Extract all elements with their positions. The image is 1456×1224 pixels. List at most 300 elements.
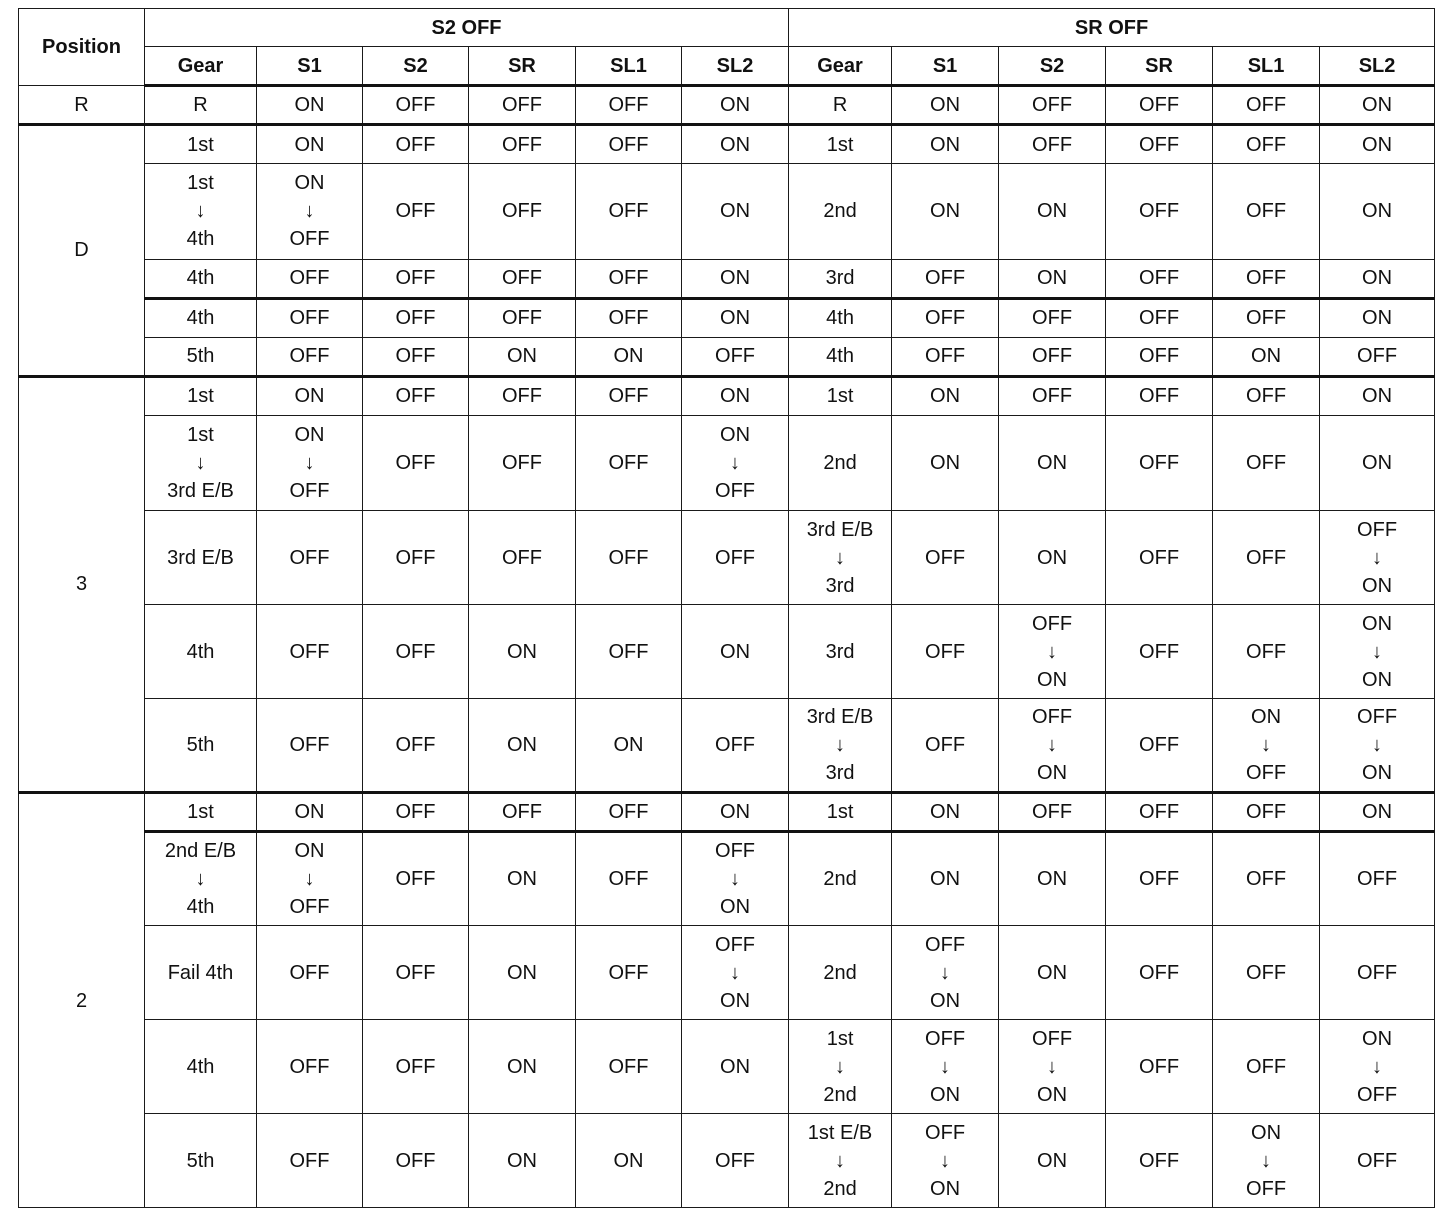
s2-off-group-header: S2 OFF xyxy=(145,9,789,47)
column-header: SR xyxy=(469,47,576,86)
table-cell xyxy=(257,86,363,125)
table-cell xyxy=(682,699,789,793)
table-cell xyxy=(999,125,1106,164)
cell-text: OFF xyxy=(1139,961,1180,984)
cell-text: R xyxy=(193,94,208,116)
cell-text: ON xyxy=(294,94,325,116)
table-cell xyxy=(892,605,999,699)
table-cell xyxy=(363,376,469,415)
cell-text: ON xyxy=(294,840,325,862)
table-cell xyxy=(469,1020,576,1114)
cell-text: OFF xyxy=(925,345,966,367)
cell-text: 3rd E/B xyxy=(167,546,234,569)
table-cell xyxy=(999,376,1106,415)
cell-text: OFF xyxy=(1246,546,1287,569)
cell-text: OFF xyxy=(395,307,436,329)
cell-text: OFF xyxy=(395,200,436,223)
cell-text: OFF xyxy=(289,640,330,663)
arrow-down-icon: ↓ xyxy=(940,961,951,984)
cell-text: 1st xyxy=(187,172,214,195)
table-cell xyxy=(576,511,682,605)
table-cell xyxy=(576,298,682,337)
cell-text: OFF xyxy=(1139,307,1180,329)
table-cell xyxy=(1213,337,1320,376)
cell-text: ON xyxy=(930,868,961,890)
table-cell xyxy=(1106,926,1213,1020)
cell-text: OFF xyxy=(395,385,436,407)
table-cell xyxy=(469,337,576,376)
cell-text: ON xyxy=(1362,574,1393,597)
table-cell xyxy=(892,86,999,125)
position-cell: D xyxy=(19,125,145,377)
cell-text: OFF xyxy=(1032,307,1073,329)
table-cell xyxy=(682,376,789,415)
cell-text: R xyxy=(832,94,848,116)
cell-text: 2nd xyxy=(823,961,857,984)
arrow-down-icon: ↓ xyxy=(1047,1055,1058,1078)
cell-text: OFF xyxy=(289,734,330,756)
table-cell xyxy=(145,699,257,793)
cell-text: OFF xyxy=(395,734,436,756)
table-cell xyxy=(1320,926,1435,1020)
table-cell xyxy=(1106,164,1213,260)
cell-text: OFF xyxy=(1139,385,1180,407)
arrow-down-icon: ↓ xyxy=(940,1149,951,1172)
cell-text: ON xyxy=(1362,1027,1393,1050)
table-cell xyxy=(363,605,469,699)
position-cell: 2 xyxy=(19,793,145,1208)
cell-text: ON xyxy=(1037,668,1068,691)
table-row xyxy=(19,376,1435,415)
table-cell xyxy=(892,1114,999,1208)
cell-text: OFF xyxy=(1032,706,1073,728)
table-cell xyxy=(892,793,999,832)
table-cell xyxy=(999,926,1106,1020)
table-cell xyxy=(145,415,257,511)
table-cell xyxy=(999,164,1106,260)
table-cell xyxy=(469,511,576,605)
cell-text: OFF xyxy=(1246,868,1287,890)
table-cell xyxy=(145,1020,257,1114)
table-cell xyxy=(789,298,892,337)
table-cell xyxy=(682,164,789,260)
table-row xyxy=(19,125,1435,164)
table-cell xyxy=(999,1020,1106,1114)
cell-text: OFF xyxy=(502,133,542,156)
cell-text: OFF xyxy=(395,801,436,823)
cell-text: OFF xyxy=(715,479,756,502)
cell-text: ON xyxy=(507,345,537,367)
cell-text: OFF xyxy=(1032,385,1073,407)
table-cell xyxy=(257,259,363,298)
table-cell xyxy=(789,699,892,793)
table-row xyxy=(19,699,1435,793)
column-header: S2 xyxy=(999,47,1106,86)
cell-text: OFF xyxy=(502,801,542,823)
cell-text: 3rd E/B xyxy=(806,706,874,728)
cell-text: 1st xyxy=(826,385,854,407)
table-cell xyxy=(1213,511,1320,605)
cell-text: OFF xyxy=(395,1149,436,1172)
cell-text: OFF xyxy=(1139,868,1180,890)
table-cell xyxy=(363,259,469,298)
table-cell xyxy=(363,164,469,260)
arrow-down-icon: ↓ xyxy=(304,200,315,223)
cell-text: ON xyxy=(1362,762,1393,784)
cell-text: ON xyxy=(930,989,961,1012)
table-cell xyxy=(257,793,363,832)
cell-text: OFF xyxy=(289,345,330,367)
table-cell xyxy=(257,298,363,337)
cell-text: OFF xyxy=(608,307,649,329)
table-cell xyxy=(1106,86,1213,125)
column-header: S2 xyxy=(363,47,469,86)
cell-text: OFF xyxy=(1357,706,1398,728)
cell-text: OFF xyxy=(1032,612,1073,635)
cell-text: ON xyxy=(720,801,751,823)
position-header: Position xyxy=(19,9,145,86)
table-cell xyxy=(789,605,892,699)
table-cell xyxy=(682,415,789,511)
cell-text: OFF xyxy=(1357,1083,1398,1106)
cell-text: ON xyxy=(1037,1083,1068,1106)
cell-text: 5th xyxy=(186,1149,215,1172)
table-cell xyxy=(999,699,1106,793)
cell-text: OFF xyxy=(608,546,649,569)
cell-text: ON xyxy=(1362,200,1393,223)
table-cell xyxy=(576,125,682,164)
cell-text: OFF xyxy=(925,734,966,756)
table-cell xyxy=(257,832,363,926)
table-row xyxy=(19,164,1435,260)
cell-text: OFF xyxy=(502,200,542,223)
table-cell xyxy=(1213,415,1320,511)
cell-text: OFF xyxy=(1246,133,1287,156)
cell-text: OFF xyxy=(925,1027,966,1050)
arrow-down-icon: ↓ xyxy=(195,868,206,890)
cell-text: OFF xyxy=(1357,1149,1398,1172)
table-cell xyxy=(1213,832,1320,926)
table-cell xyxy=(999,298,1106,337)
table-cell xyxy=(257,125,363,164)
cell-text: OFF xyxy=(1139,345,1180,367)
table-cell xyxy=(145,298,257,337)
cell-text: ON xyxy=(720,989,751,1012)
table-cell xyxy=(1320,793,1435,832)
cell-text: OFF xyxy=(925,546,966,569)
cell-text: OFF xyxy=(925,307,966,329)
table-cell xyxy=(1213,605,1320,699)
table-cell xyxy=(469,415,576,511)
arrow-down-icon: ↓ xyxy=(730,451,741,474)
table-cell xyxy=(145,164,257,260)
table-cell xyxy=(469,1114,576,1208)
cell-text: 3rd xyxy=(825,640,855,663)
cell-text: ON xyxy=(1037,546,1068,569)
table-cell xyxy=(363,1020,469,1114)
table-cell xyxy=(1106,1020,1213,1114)
cell-text: OFF xyxy=(715,933,756,956)
table-cell xyxy=(789,164,892,260)
cell-text: ON xyxy=(720,267,751,289)
table-cell xyxy=(363,926,469,1020)
table-cell xyxy=(999,605,1106,699)
cell-text: ON xyxy=(613,1149,644,1172)
cell-text: ON xyxy=(1037,200,1068,223)
table-cell xyxy=(999,832,1106,926)
table-cell xyxy=(999,415,1106,511)
table-cell xyxy=(1213,793,1320,832)
cell-text: 4th xyxy=(826,345,854,367)
table-cell xyxy=(469,259,576,298)
cell-text: OFF xyxy=(289,1055,330,1078)
cell-text: 2nd xyxy=(823,200,857,223)
cell-text: OFF xyxy=(1357,961,1398,984)
cell-text: 2nd E/B xyxy=(164,840,237,862)
table-row xyxy=(19,86,1435,125)
cell-text: 2nd xyxy=(823,451,857,474)
cell-text: OFF xyxy=(1246,640,1287,663)
cell-text: OFF xyxy=(1139,546,1180,569)
cell-text: OFF xyxy=(608,133,649,156)
cell-text: OFF xyxy=(1139,267,1180,289)
table-cell xyxy=(1106,337,1213,376)
table-cell xyxy=(576,164,682,260)
cell-text: OFF xyxy=(1032,94,1073,116)
cell-text: ON xyxy=(613,734,644,756)
cell-text: OFF xyxy=(1139,734,1180,756)
table-cell xyxy=(1106,415,1213,511)
table-cell xyxy=(1213,259,1320,298)
cell-text: ON xyxy=(1037,868,1068,890)
cell-text: 1st xyxy=(187,801,214,823)
column-header: Gear xyxy=(789,47,892,86)
cell-text: OFF xyxy=(1139,801,1180,823)
cell-text: ON xyxy=(720,896,751,918)
cell-text: 3rd E/B xyxy=(806,518,874,541)
table-cell xyxy=(892,832,999,926)
cell-text: OFF xyxy=(395,267,436,289)
table-cell xyxy=(682,605,789,699)
cell-text: ON xyxy=(294,801,325,823)
table-cell xyxy=(145,511,257,605)
table-cell xyxy=(789,1020,892,1114)
table-cell xyxy=(1106,1114,1213,1208)
table-row xyxy=(19,337,1435,376)
table-cell xyxy=(576,1114,682,1208)
table-cell xyxy=(469,793,576,832)
table-cell xyxy=(257,1020,363,1114)
table-cell xyxy=(1320,164,1435,260)
arrow-down-icon: ↓ xyxy=(1261,734,1272,756)
cell-text: ON xyxy=(1251,1121,1282,1144)
arrow-down-icon: ↓ xyxy=(835,734,846,756)
table-cell xyxy=(576,259,682,298)
solenoid-fail-safe-table xyxy=(18,8,1435,1208)
cell-text: OFF xyxy=(502,94,542,116)
cell-text: ON xyxy=(1362,668,1393,691)
table-cell xyxy=(1106,699,1213,793)
table-row xyxy=(19,605,1435,699)
cell-text: OFF xyxy=(1246,1055,1287,1078)
cell-text: OFF xyxy=(395,345,436,367)
cell-text: ON xyxy=(1362,385,1393,407)
cell-text: ON xyxy=(1251,706,1282,728)
arrow-down-icon: ↓ xyxy=(1047,640,1058,663)
table-cell xyxy=(892,926,999,1020)
cell-text: ON xyxy=(720,385,751,407)
table-cell xyxy=(1213,1020,1320,1114)
table-cell xyxy=(1320,605,1435,699)
table-cell xyxy=(1213,298,1320,337)
cell-text: OFF xyxy=(395,640,436,663)
table-cell xyxy=(789,926,892,1020)
cell-text: OFF xyxy=(1139,94,1180,116)
cell-text: ON xyxy=(294,133,325,156)
cell-text: OFF xyxy=(1246,801,1287,823)
cell-text: ON xyxy=(507,868,537,890)
cell-text: OFF xyxy=(608,267,649,289)
cell-text: 1st xyxy=(187,385,214,407)
cell-text: OFF xyxy=(289,228,330,251)
table-cell xyxy=(576,699,682,793)
column-header: SL2 xyxy=(682,47,789,86)
table-cell xyxy=(892,164,999,260)
cell-text: OFF xyxy=(715,546,756,569)
table-cell xyxy=(999,1114,1106,1208)
cell-text: OFF xyxy=(715,734,756,756)
cell-text: 3rd xyxy=(825,762,855,784)
cell-text: OFF xyxy=(502,451,542,474)
table-row xyxy=(19,793,1435,832)
cell-text: 1st xyxy=(826,133,854,156)
table-cell xyxy=(469,605,576,699)
cell-text: OFF xyxy=(395,133,436,156)
cell-text: OFF xyxy=(502,307,542,329)
column-header: SL2 xyxy=(1320,47,1435,86)
cell-text: OFF xyxy=(608,868,649,890)
table-cell xyxy=(576,832,682,926)
cell-text: 4th xyxy=(186,1055,215,1078)
cell-text: Fail 4th xyxy=(167,961,234,984)
cell-text: 2nd xyxy=(823,1177,857,1200)
table-cell xyxy=(682,337,789,376)
table-cell xyxy=(1320,259,1435,298)
arrow-down-icon: ↓ xyxy=(195,451,206,474)
cell-text: ON xyxy=(1037,451,1068,474)
cell-text: 1st xyxy=(826,801,854,823)
table-cell xyxy=(145,793,257,832)
cell-text: OFF xyxy=(1246,385,1287,407)
cell-text: OFF xyxy=(608,385,649,407)
cell-text: OFF xyxy=(395,1055,436,1078)
cell-text: ON xyxy=(930,133,961,156)
table-cell xyxy=(576,376,682,415)
table-row xyxy=(19,298,1435,337)
table-cell xyxy=(892,511,999,605)
table-cell xyxy=(257,164,363,260)
position-cell: 3 xyxy=(19,376,145,793)
table-cell xyxy=(257,415,363,511)
table-cell xyxy=(892,298,999,337)
cell-text: 5th xyxy=(186,345,215,367)
cell-text: ON xyxy=(930,451,961,474)
cell-text: OFF xyxy=(395,546,436,569)
table-cell xyxy=(1320,832,1435,926)
table-cell xyxy=(999,337,1106,376)
arrow-down-icon: ↓ xyxy=(1261,1149,1272,1172)
cell-text: OFF xyxy=(608,640,649,663)
column-header: SL1 xyxy=(1213,47,1320,86)
cell-text: OFF xyxy=(1357,868,1398,890)
table-cell xyxy=(682,1114,789,1208)
cell-text: OFF xyxy=(1139,1055,1180,1078)
table-cell xyxy=(892,1020,999,1114)
table-cell xyxy=(576,86,682,125)
cell-text: OFF xyxy=(1246,762,1287,784)
table-cell xyxy=(469,86,576,125)
table-cell xyxy=(1106,793,1213,832)
table-cell xyxy=(257,376,363,415)
cell-text: 1st xyxy=(187,133,214,156)
table-cell xyxy=(1106,511,1213,605)
table-cell xyxy=(1320,699,1435,793)
cell-text: OFF xyxy=(1139,1149,1180,1172)
cell-text: ON xyxy=(1362,267,1393,289)
table-cell xyxy=(1106,832,1213,926)
column-header: SL1 xyxy=(576,47,682,86)
cell-text: OFF xyxy=(608,801,649,823)
table-cell xyxy=(1213,376,1320,415)
arrow-down-icon: ↓ xyxy=(304,451,315,474)
cell-text: ON xyxy=(720,94,751,116)
table-cell xyxy=(145,337,257,376)
table-cell xyxy=(469,164,576,260)
cell-text: ON xyxy=(930,94,961,116)
cell-text: OFF xyxy=(925,933,966,956)
cell-text: ON xyxy=(1037,762,1068,784)
table-cell xyxy=(682,298,789,337)
table-cell xyxy=(363,337,469,376)
cell-text: 4th xyxy=(186,267,215,289)
cell-text: OFF xyxy=(289,546,330,569)
cell-text: OFF xyxy=(502,385,542,407)
cell-text: OFF xyxy=(608,94,649,116)
cell-text: 1st E/B xyxy=(807,1121,873,1144)
table-cell xyxy=(682,1020,789,1114)
cell-text: OFF xyxy=(1246,267,1287,289)
arrow-down-icon: ↓ xyxy=(835,546,846,569)
cell-text: 4th xyxy=(186,228,215,251)
table-cell xyxy=(682,832,789,926)
table-cell xyxy=(1106,259,1213,298)
cell-text: OFF xyxy=(1246,1177,1287,1200)
cell-text: OFF xyxy=(608,200,649,223)
arrow-down-icon: ↓ xyxy=(940,1055,951,1078)
table-row xyxy=(19,832,1435,926)
cell-text: ON xyxy=(1362,307,1393,329)
table-cell xyxy=(789,125,892,164)
table-cell xyxy=(363,699,469,793)
cell-text: OFF xyxy=(289,961,330,984)
table-cell xyxy=(363,793,469,832)
cell-text: OFF xyxy=(1246,200,1287,223)
table-row xyxy=(19,1114,1435,1208)
table-cell xyxy=(789,86,892,125)
arrow-down-icon: ↓ xyxy=(1372,546,1383,569)
table-cell xyxy=(145,376,257,415)
cell-text: ON xyxy=(294,172,325,195)
